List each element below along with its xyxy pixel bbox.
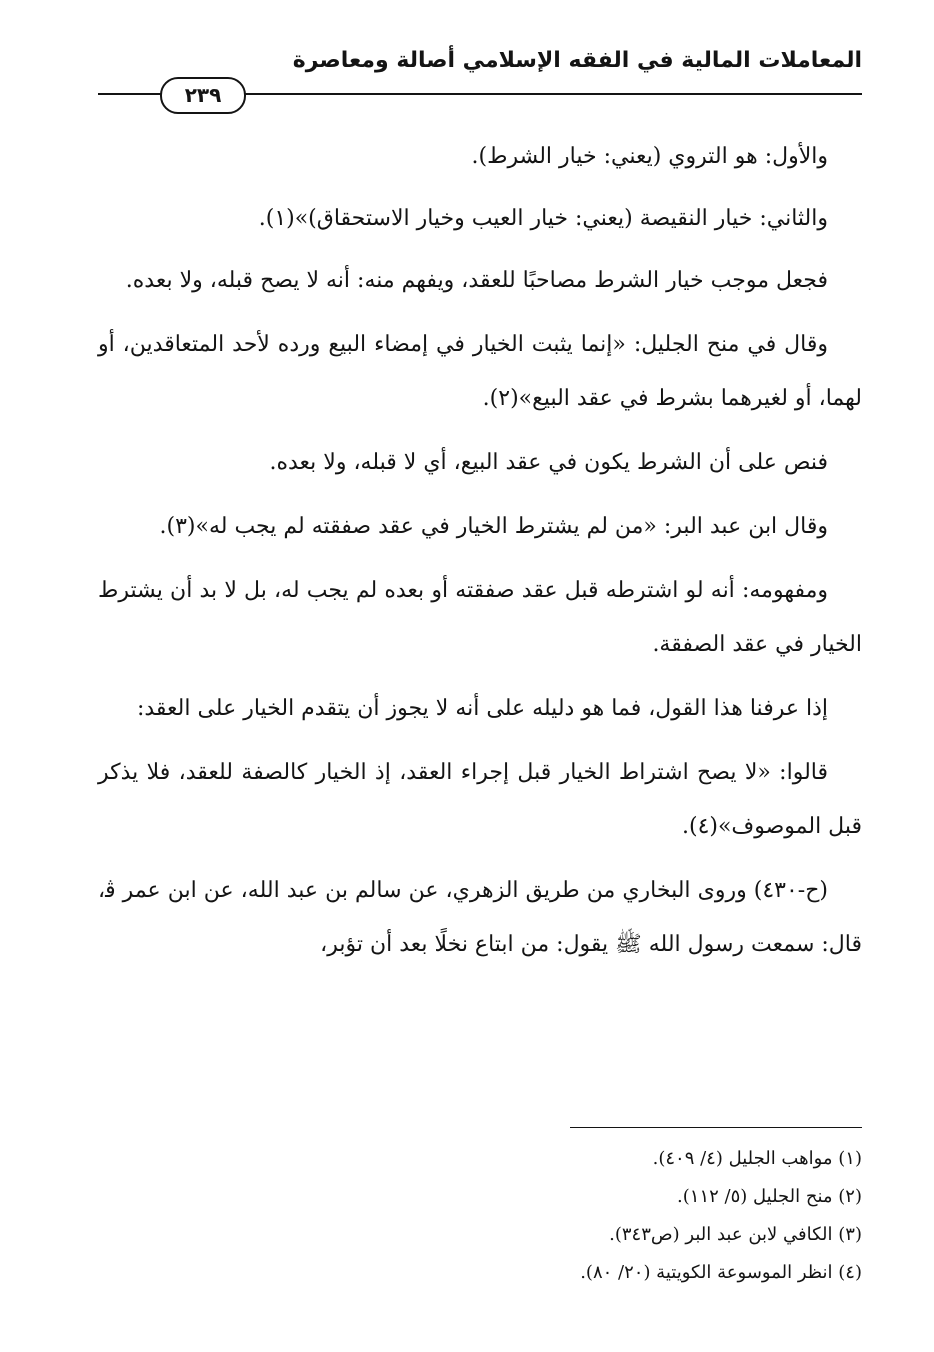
paragraph: قالوا: «لا يصح اشتراط الخيار قبل إجراء العقد، إذ الخيار كالصفة للعقد، فلا يذكر قبل الموصوف»(٤).: [98, 760, 862, 839]
paragraph: وقال في منح الجليل: «إنما يثبت الخيار في إمضاء البيع ورده لأحد المتعاقدين، أو لهما، أو لغيرهما بشرط في عقد البيع»(٢).: [98, 332, 862, 411]
paragraph: والأول: هو التروي (يعني: خيار الشرط).: [471, 144, 828, 169]
body-text: [98, 130, 862, 982]
running-header-title: المعاملات المالية في الفقه الإسلامي أصالة ومعاصرة: [292, 48, 862, 73]
paragraph: (ح-٤٣٠) وروى البخاري من طريق الزهري، عن سالم بن عبد الله، عن ابن عمر ﭬ، قال: سمعت رسول الله ﷺ يقول: من ابتاع نخلًا بعد أن تؤبر،: [98, 878, 862, 957]
footnotes: [98, 1140, 862, 1292]
footnote-item: (٢) منح الجليل (٥/ ١١٢).: [677, 1186, 862, 1207]
paragraph: وقال ابن عبد البر: «من لم يشترط الخيار في عقد صفقته لم يجب له»(٣).: [159, 514, 828, 539]
footnote-item: (١) مواهب الجليل (٤/ ٤٠٩).: [652, 1148, 862, 1169]
paragraph: والثاني: خيار النقيصة (يعني: خيار العيب وخيار الاستحقاق)»(١).: [258, 206, 828, 231]
footnote-item: (٤) انظر الموسوعة الكويتية (٢٠/ ٨٠).: [580, 1262, 862, 1283]
page-number: ٢٣٩: [160, 77, 246, 114]
paragraph: فجعل موجب خيار الشرط مصاحبًا للعقد، ويفهم منه: أنه لا يصح قبله، ولا بعده.: [125, 268, 828, 293]
footnote-item: (٣) الكافي لابن عبد البر (ص٣٤٣).: [609, 1224, 862, 1245]
paragraph: إذا عرفنا هذا القول، فما هو دليله على أنه لا يجوز أن يتقدم الخيار على العقد:: [136, 696, 828, 721]
paragraph: ومفهومه: أنه لو اشترطه قبل عقد صفقته أو بعده لم يجب له، بل لا بد أن يشترط الخيار في عقد الصفقة.: [98, 578, 862, 657]
paragraph: فنص على أن الشرط يكون في عقد البيع، أي لا قبله، ولا بعده.: [269, 450, 828, 475]
footnote-separator: [570, 1127, 862, 1128]
